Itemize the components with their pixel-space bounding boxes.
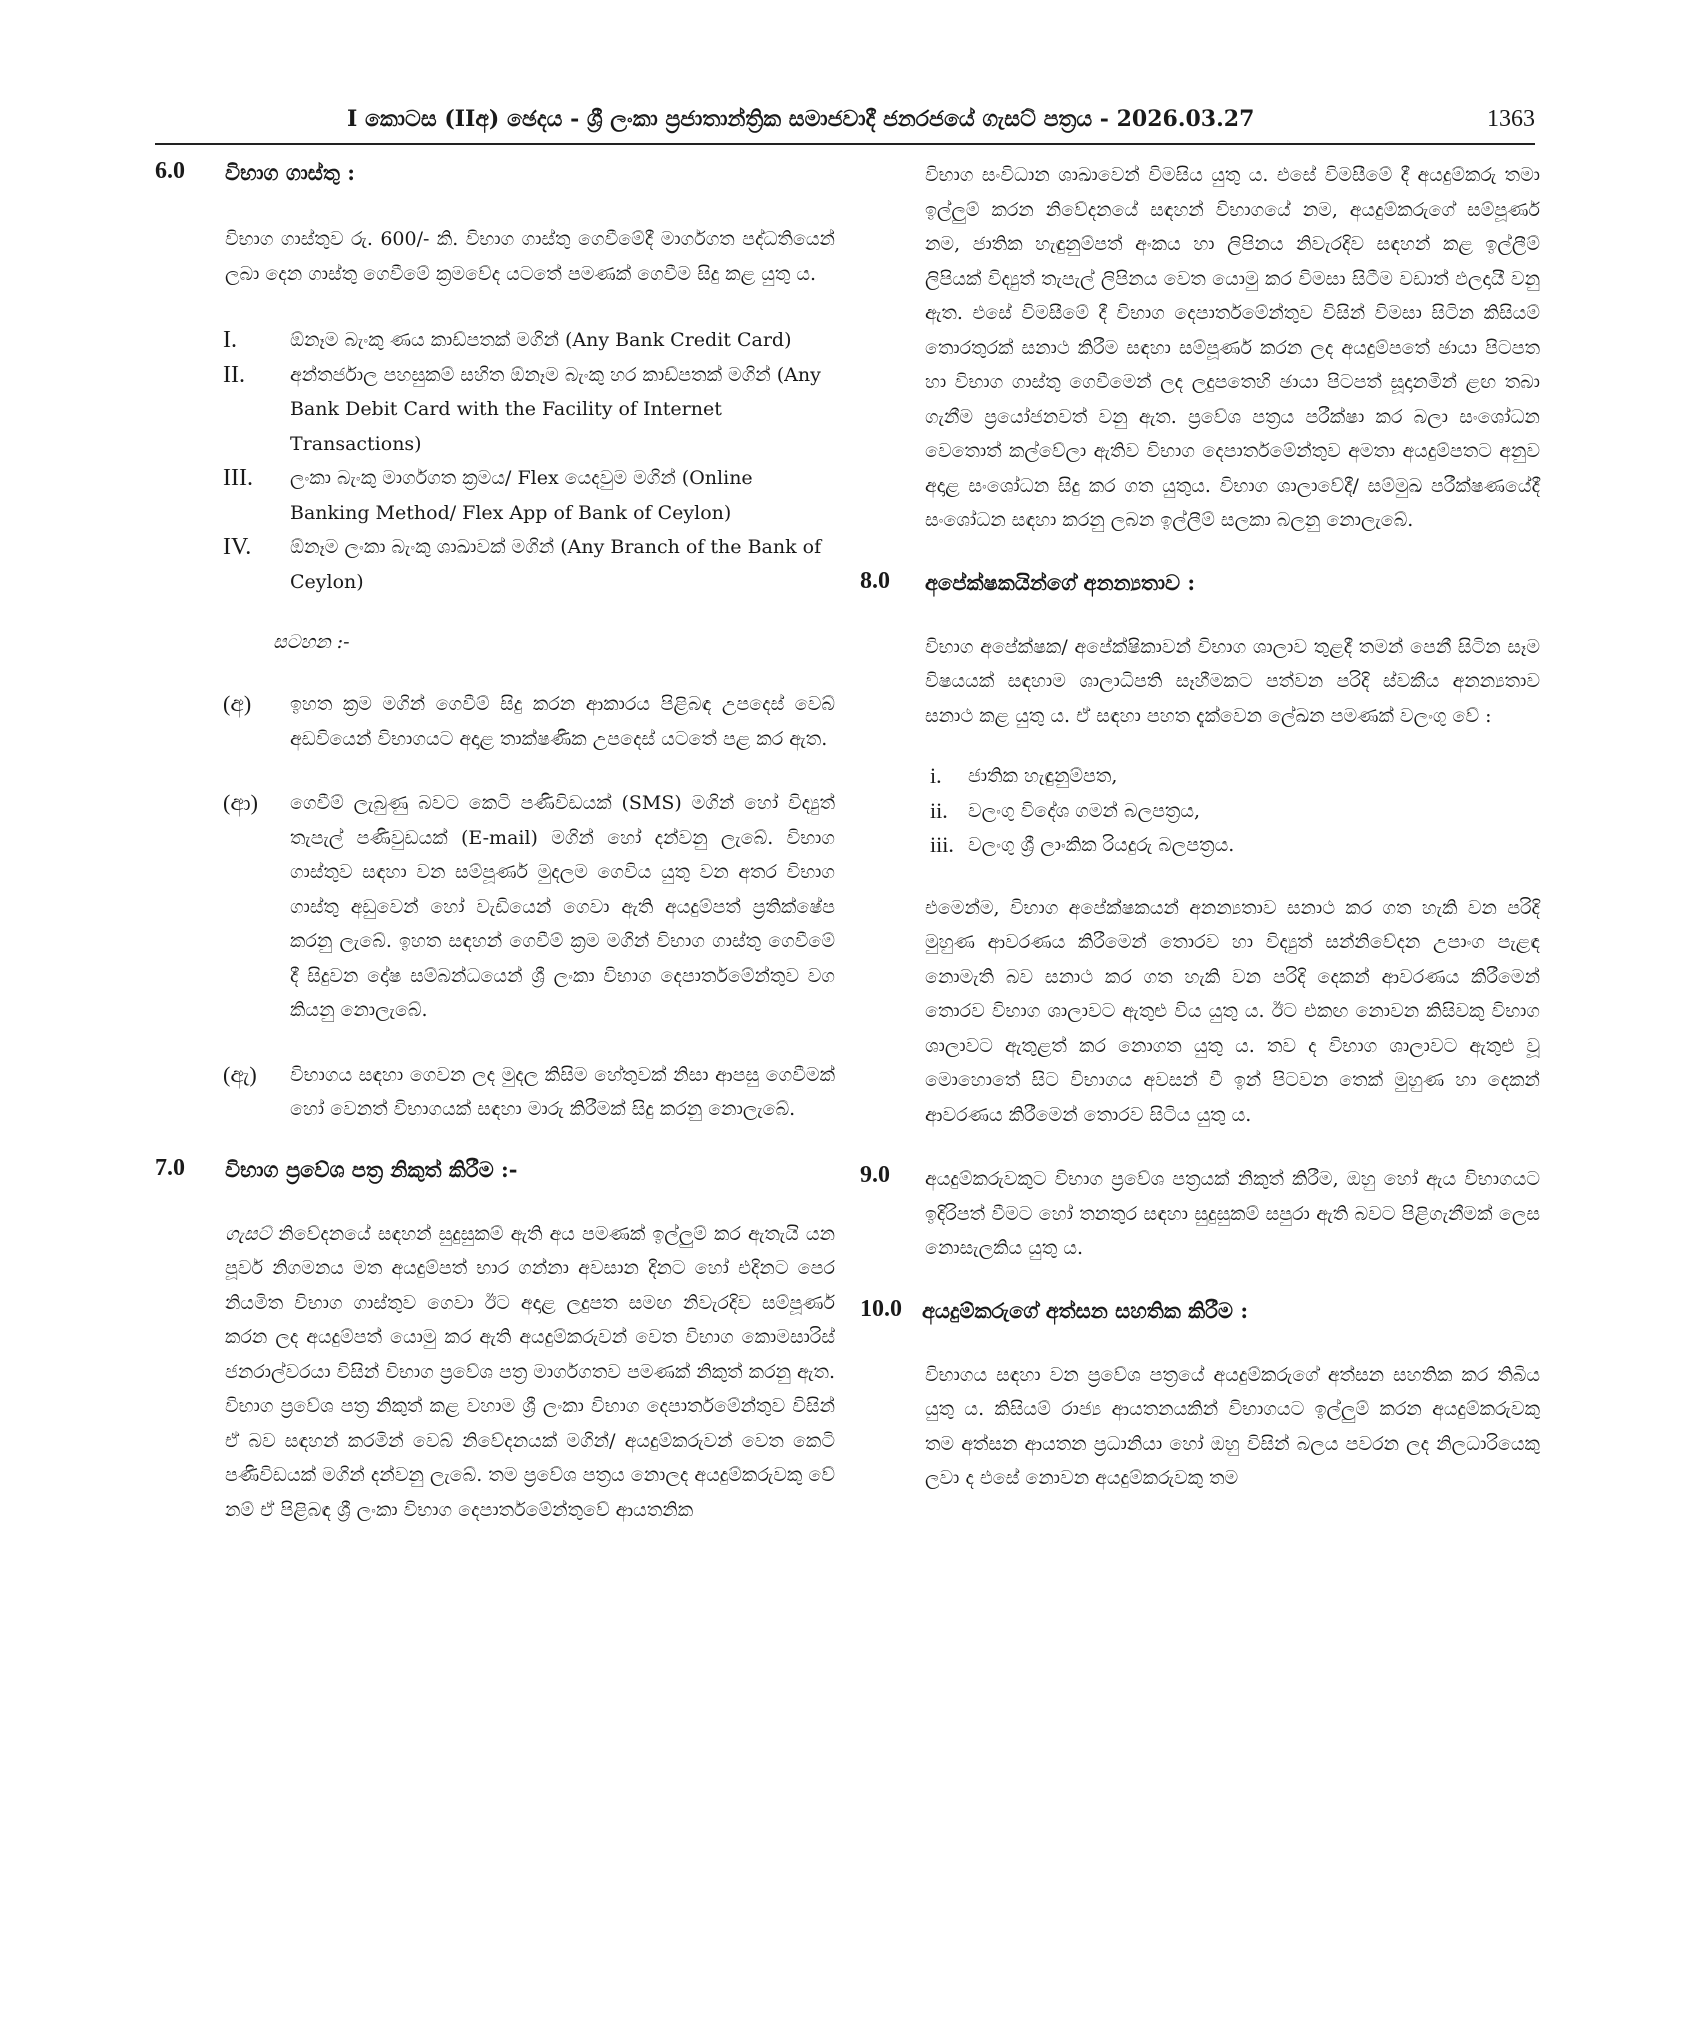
section-7-text: නිවේදනයේ සඳහන් සුදුසුකම් ඇති අය පමණක් ඉල්ලුම් කර ඇතැයි යන පූර්ව නිගමනය මත අයදුම්පත් භාර ගන්නා අවසාන දිනට හෝ එදිනට පෙර නියමිත විභාග ගාස්තුව ගෙවා ඊට අදාළ ලදුපත සමඟ නිවැරදිව සම්පූර්ණ කරන ලද අයදුම්පත් යොමු කර ඇති අයදුම්කරුවන් වෙත විභාග කොමසාරිස් ජනරාල්වරයා විසින් විභාග ප්‍රවේශ පත්‍ර මාර්ගගතව පමණක් නිකුත් කරනු ඇත. විභාග ප්‍රවේශ පත්‍ර නිකුත් කළ වහාම ශ්‍රී ලංකා විභාග දෙපාර්තමේන්තුව විසින් ඒ බව සඳහන් කරමින් වෙබ් නිවේදනයක් මගින්/ අයදුම්කරුවන් වෙත කෙටි පණිවිඩයක් මගින් දන්වනු ලැබේ. තම ප්‍රවේශ පත්‍රය නොලද අයදුම්කරුවකු වේ නම් ඒ පිළිබඳ ශ්‍රී ලංකා විභාග දෙපාර්තමේන්තුවේ ආයතනික xyxy=(225,1222,835,1521)
list-marker: IV. xyxy=(223,534,252,560)
section-6-intro: විභාග ගාස්තුව රු. 600/- කි. විභාග ගාස්තු ගෙවීමේදී මාර්ගගත පද්ධතියෙන් ලබා දෙන ගාස්තු ගෙවීමේ ක්‍රමවේද යටතේ පමණක් ගෙවීම සිදු කළ යුතු ය. xyxy=(225,228,835,285)
list-item xyxy=(155,530,835,599)
right-column xyxy=(860,158,1540,1496)
section-7-heading xyxy=(155,1155,835,1195)
section-10-body: විභාගය සඳහා වන ප්‍රවේශ පත්‍රයේ අයදුම්කරුගේ අත්සන සහතික කර තිබිය යුතු ය. කිසියම් රාජ්‍ය ආයතනයකින් විභාගයට ඉල්ලුම් කරන අයදුම්කරුවකු තම අත්සන ආයතන ප්‍රධානියා හෝ ඔහු විසින් බලය පවරන ලද නිලධාරියෙකු ලවා ද එසේ නොවන අයදුම්කරුවකු තම xyxy=(925,1363,1540,1489)
note-marker: (අ) xyxy=(223,691,252,716)
section-8-heading xyxy=(860,568,1540,608)
italic-lead-word: ගැසට් xyxy=(225,1222,272,1245)
list-marker: III. xyxy=(223,465,253,491)
list-marker: ii. xyxy=(930,797,948,823)
section-number: 7.0 xyxy=(155,1154,185,1181)
identity-documents-list xyxy=(860,759,1540,863)
note-text: ඉහත ක්‍රම මගින් ගෙවීම් සිදු කරන ආකාරය පිළිබඳ උපදෙස් වෙබ් අඩවියෙන් විභාගයට අදාළ තාක්ෂණික උපදෙස් යටතේ පළ කර ඇත. xyxy=(290,693,835,750)
list-text: ඕනෑම ලංකා බැංකු ශාඛාවක් මගින් (Any Branch of the Bank of Ceylon) xyxy=(290,536,822,593)
list-text: ජාතික හැඳුනුම්පත, xyxy=(968,765,1118,787)
list-item xyxy=(860,828,1540,863)
list-marker: I. xyxy=(223,327,237,353)
list-text: වලංගු විදේශ ගමන් බලපත්‍රය, xyxy=(968,799,1201,822)
section-6-heading xyxy=(155,158,835,198)
section-number: 6.0 xyxy=(155,158,185,184)
note-item xyxy=(155,1058,835,1127)
section-9 xyxy=(860,1162,1540,1266)
note-text: ගෙවීම් ලැබුණු බවට කෙටි පණිවිඩයක් (SMS) මගින් හෝ විද්‍යුත් තැපැල් පණිවුඩයක් (E-mail) මගින් හෝ දන්වනු ලැබේ. විභාග ගාස්තුව සඳහා වන සම්පූර්ණ මුදලම ගෙවිය යුතු වන අතර විභාග ගාස්තු අඩුවෙන් හෝ වැඩියෙන් ගෙවා ඇති අයදුම්පත් ප්‍රතික්ෂේප කරනු ලැබේ. ඉහත සඳහන් ගෙවීම් ක්‍රම මගින් විභාග ගාස්තු ගෙවීමේ දී සිදුවන දෝෂ සම්බන්ධයෙන් ශ්‍රී ලංකා විභාග දෙපාර්තමේන්තුව වග කියනු නොලැබේ. xyxy=(290,792,835,1021)
section-number: 8.0 xyxy=(860,567,890,594)
list-text: ඕනෑම බැංකු ණය කාඩ්පතක් මගින් (Any Bank Credit Card) xyxy=(290,329,792,351)
list-marker: iii. xyxy=(930,832,954,857)
section-title: අයදුම්කරුගේ අත්සන සහතික කිරීම : xyxy=(922,1297,1249,1323)
section-number: 9.0 xyxy=(860,1162,890,1188)
section-7-body xyxy=(155,1217,835,1528)
section-title: අපේක්ෂකයින්ගේ අනන්‍යතාව : xyxy=(925,569,1196,595)
list-text: ලංකා බැංකු මාර්ගගත ක්‍රමය/ Flex යෙදවුම මගින් (Online Banking Method/ Flex App of Bank of Ceylon) xyxy=(290,467,753,524)
payment-methods-list xyxy=(155,323,835,599)
list-text: අන්තර්ජාල පහසුකම් සහිත ඕනෑම බැංකු හර කාඩ්පතක් මගින් (Any Bank Debit Card with the Facility of Internet Transactions) xyxy=(290,363,821,455)
section-number: 10.0 xyxy=(860,1295,902,1322)
gazette-title: I කොටස (IIඅ) ඡෙදය - ශ්‍රී ලංකා ප්‍රජාතාන්ත්‍රික සමාජවාදී ජනරජයේ ගැසට් පත්‍රය - 2026.03.27 xyxy=(347,106,1255,132)
note-item xyxy=(155,786,835,1028)
list-item xyxy=(155,323,835,358)
list-item xyxy=(860,759,1540,794)
note-marker: (ආ) xyxy=(223,790,258,815)
list-item xyxy=(155,461,835,530)
list-marker: i. xyxy=(930,763,942,788)
section-7-continuation: විභාග සංවිධාන ශාඛාවෙන් විමසිය යුතු ය. එසේ විමසීමේ දී අයදුම්කරු තමා ඉල්ලුම් කරන නිවේදනයේ සඳහන් විභාගයේ නම, අයදුම්කරුගේ සම්පූර්ණ නම, ජාතික හැඳුනුම්පත් අංකය හා ලිපිනය නිවැරදිව සඳහන් කළ ඉල්ලීම් ලිපියක් විද්‍යුත් තැපැල් ලිපිනය වෙත යොමු කර විමසා සිටීම වඩාත් ඵලදායී වනු ඇත. එසේ විමසීමේ දී විභාග දෙපාර්තමේන්තුව විසින් විමසා සිටින කිසියම් තොරතුරක් සනාථ කිරීම සඳහා සම්පූර්ණ කරන ලද අයදුම්පතේ ඡායා පිටපත හා විභාග ගාස්තු ගෙවීමෙන් ලද ලදුපතෙහි ඡායා පිටපත් සූදානමින් ළඟ තබා ගැනීම ප්‍රයෝජනවත් වනු ඇත. ප්‍රවේශ පත්‍රය පරීක්ෂා කර බලා සංශෝධන වෙතොත් කල්වේලා ඇතිව විභාග දෙපාර්තමේන්තුව අමතා අයදුම්පතට අනුව අදාළ සංශෝධන සිදු කර ගත යුතුය. විභාග ශාලාවේදී/ සම්මුඛ පරීක්ෂණයේදී සංශෝධන සඳහා කරනු ලබන ඉල්ලීම් සලකා බලනු නොලැබේ. xyxy=(925,164,1541,531)
page-number: 1363 xyxy=(1487,106,1535,132)
note-marker: (ඇ) xyxy=(223,1061,257,1087)
list-marker: II. xyxy=(223,361,245,388)
note-item xyxy=(155,687,835,756)
section-8-body: එමෙන්ම, විභාග අපේක්ෂකයන් අනන්‍යතාව සනාථ කර ගත හැකි වන පරිදි මුහුණ ආවරණය කිරීමෙන් තොරව හා විද්‍යුත් සන්නිවේදන උපාංග පැළඳ නොමැති බව සනාථ කර ගත හැකි වන පරිදි දෙකන් ආවරණය කිරීමෙන් තොරව විභාග ශාලාවට ඇතුළු විය යුතු ය. ඊට එකඟ නොවන කිසිවකු විභාග ශාලාවට ඇතුළත් කර නොගත යුතු ය. තව ද විභාග ශාලාවට ඇතුළු වූ මොහොතේ සිට විභාගය අවසන් වී ඉන් පිටවන තෙක් මුහුණ හා දෙකන් ආවරණය කිරීමෙන් තොරව සිටිය යුතු ය. xyxy=(925,896,1540,1126)
section-title: විභාග ප්‍රවේශ පත්‍ර නිකුත් කිරීම :- xyxy=(225,1156,518,1182)
section-title: විභාග ගාස්තු : xyxy=(225,160,355,185)
list-text: වලංගු ශ්‍රී ලාංකික රියදුරු බලපත්‍රය. xyxy=(968,834,1235,856)
section-8-intro: විභාග අපේක්ෂක/ අපේක්ෂිකාවන් විභාග ශාලාව තුළදී තමන් පෙනී සිටින සෑම විෂයයක් සඳහාම ශාලාධිපති සෑහීමකට පත්වන පරිදි ස්වකීය අනන්‍යතාව සනාථ කළ යුතු ය. ඒ සඳහා පහත දැක්වෙන ලේඛන පමණක් වලංගු වේ : xyxy=(925,635,1540,727)
page-header xyxy=(155,104,1535,146)
note-label: සටහන :- xyxy=(273,631,350,653)
header-rule xyxy=(155,143,1535,145)
list-item xyxy=(860,794,1540,829)
note-text: විභාගය සඳහා ගෙවන ලද මුදල කිසිම හේතුවක් නිසා ආපසු ගෙවීමක් හෝ වෙනත් විභාගයක් සඳහා මාරු කිරීමක් සිදු කරනු නොලැබේ. xyxy=(290,1063,835,1120)
section-10-heading xyxy=(860,1296,1540,1336)
left-column xyxy=(155,158,835,1527)
list-item xyxy=(155,358,835,462)
section-9-text: අයදුම්කරුවකුට විභාග ප්‍රවේශ පත්‍රයක් නිකුත් කිරීම, ඔහු හෝ ඇය විභාගයට ඉදිරිපත් වීමට හෝ තනතුර සඳහා සුදුසුකම් සපුරා ඇති බවට පිළිගැනීමක් ලෙස නොසැලකිය යුතු ය. xyxy=(925,1168,1540,1259)
